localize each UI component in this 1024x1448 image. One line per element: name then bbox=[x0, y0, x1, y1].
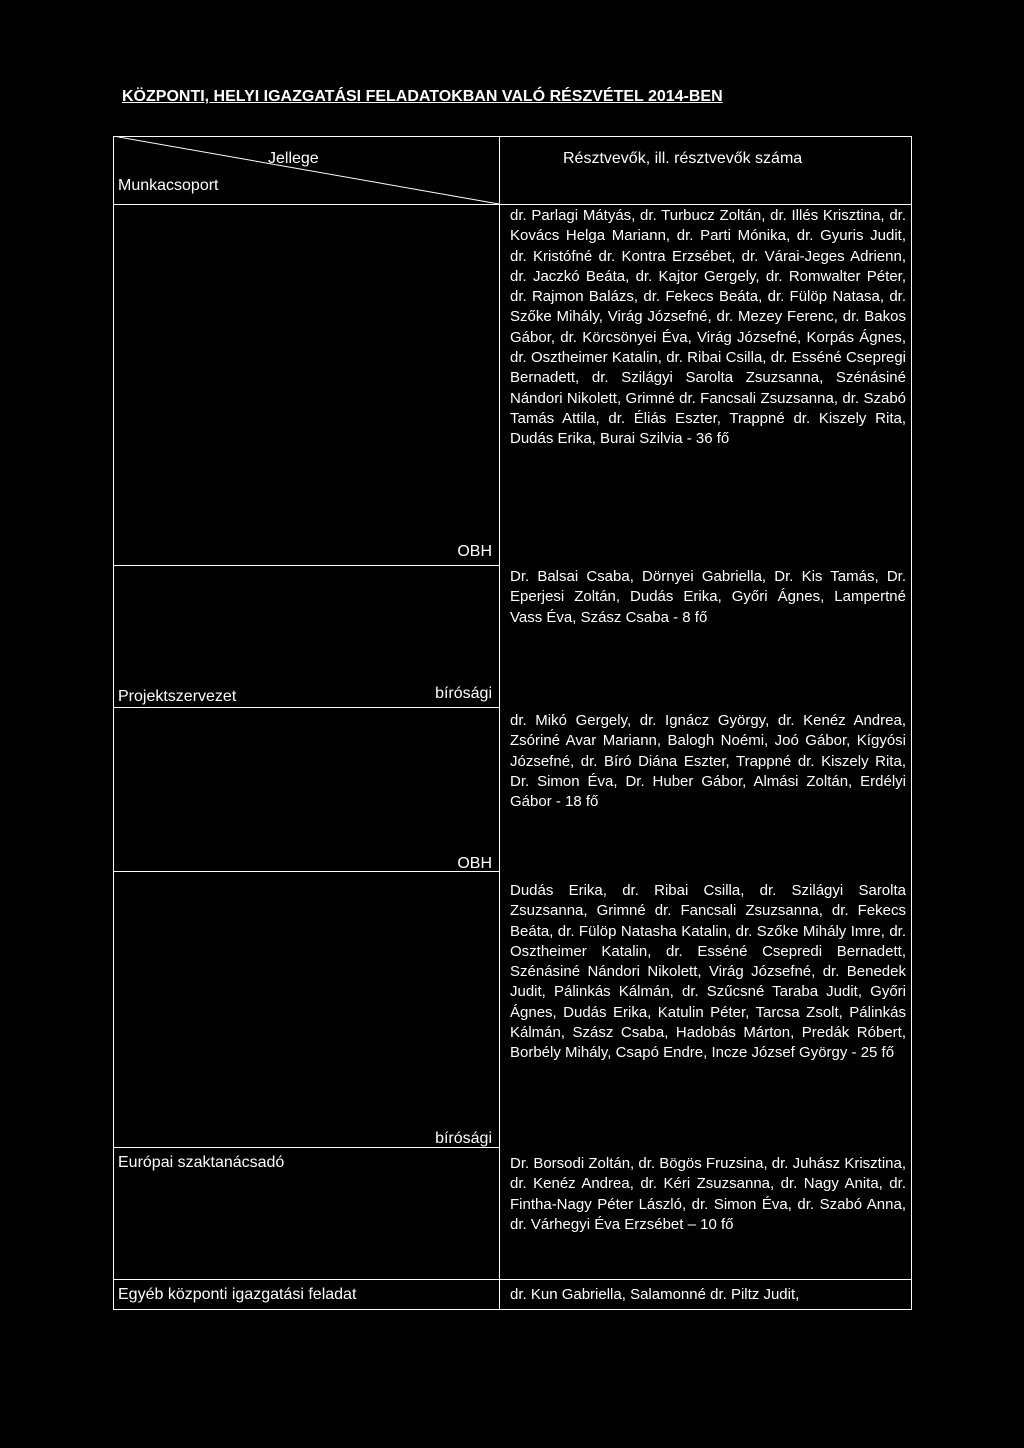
table-border-left bbox=[113, 136, 114, 1310]
type-label: OBH bbox=[457, 855, 492, 872]
participants-text: dr. Parlagi Mátyás, dr. Turbucz Zoltán, dr. Illés Krisztina, dr. Kovács Helga Mariann, dr. Parti Mónika, dr. Gyuris Judit, dr. Kristófné dr. Kontra Erzsébet, dr. Várai-Jeges Adrienn, dr. Jaczkó Beáta, dr. Kajtor Gergely, dr. Romwalter Péter, dr. Rajmon Balázs, dr. Fekecs Beáta, dr. Fülöp Natasa, dr. Szőke Mihály, Virág Józsefné, dr. Mezey Ferenc, dr. Bakos Gábor, dr. Körcsönyei Éva, Virág Józsefné, Korpás Ágnes, dr. Osztheimer Katalin, dr. Ribai Csilla, dr. Esséné Csepregi Bernadett, dr. Szilágyi Sarolta Zsuzsanna, Szénásiné Nándori Nikolett, Grimné dr. Fancsali Zsuzsanna, dr. Szabó Tamás Attila, dr. Éliás Eszter, Trappné dr. Kiszely Rita, Dudás Erika, Burai Szilvia - 36 fő bbox=[510, 207, 906, 448]
category-egyeb: Egyéb központi igazgatási feladat bbox=[118, 1286, 357, 1303]
header-resztvevok: Résztvevők, ill. résztvevők száma bbox=[563, 150, 803, 167]
column-divider bbox=[499, 136, 500, 1310]
participants-text: dr. Kun Gabriella, Salamonné dr. Piltz Judit, bbox=[510, 1286, 800, 1303]
type-label: bírósági bbox=[435, 1130, 492, 1147]
participants-text: dr. Mikó Gergely, dr. Ignácz György, dr. Kenéz Andrea, Zsóriné Avar Mariann, Balogh Noémi, Joó Gábor, Kígyósi Józsefné, dr. Bíró Diána Eszter, Trappné dr. Kiszely Rita, Dr. Simon Éva, Dr. Huber Gábor, Almási Zoltán, Erdélyi Gábor - 18 fő bbox=[510, 712, 906, 811]
header-jellege: Jellege bbox=[268, 150, 319, 167]
participants-text: Dudás Erika, dr. Ribai Csilla, dr. Szilágyi Sarolta Zsuzsanna, Grimné dr. Fancsali Zsuzsanna, dr. Fekecs Beáta, dr. Fülöp Natasha Katalin, dr. Szőke Mihály Imre, dr. Osztheimer Katalin, dr. Esséné Csepredi Bernadett, Szénásiné Nándori Nikolett, Virág Józsefné, dr. Benedek Judit, Pálinkás Kálmán, dr. Szűcsné Taraba Judit, Győri Ágnes, Dudás Erika, Katulin Péter, Tarcsa Zsolt, Pálinkás Kálmán, Szász Csaba, Hadobás Márton, Predák Róbert, Borbély Mihály, Csapó Endre, Incze József György - 25 fő bbox=[510, 882, 906, 1062]
type-label: bírósági bbox=[435, 685, 492, 702]
participants-text: Dr. Borsodi Zoltán, dr. Bögös Fruzsina, dr. Juhász Krisztina, dr. Kenéz Andrea, dr. Kéri Zsuzsanna, dr. Nagy Anita, dr. Fintha-Nagy Péter László, dr. Simon Éva, dr. Szabó Anna, dr. Várhegyi Éva Erzsébet – 10 fő bbox=[510, 1155, 907, 1233]
category-projektszervezet: Projektszervezet bbox=[118, 688, 237, 705]
participants-text: Dr. Balsai Csaba, Dörnyei Gabriella, Dr. Kis Tamás, Dr. Eperjesi Zoltán, Dudás Erika, Győri Ágnes, Lampertné Vass Éva, Szász Csaba - 8 fő bbox=[510, 568, 906, 626]
category-europai-szaktanacsado: Európai szaktanácsadó bbox=[118, 1154, 285, 1171]
table-border-right bbox=[911, 136, 912, 1310]
page-title: KÖZPONTI, HELYI IGAZGATÁSI FELADATOKBAN VALÓ RÉSZVÉTEL 2014-BEN bbox=[122, 88, 723, 105]
header-munkacsoport: Munkacsoport bbox=[118, 177, 219, 194]
row-divider bbox=[113, 565, 499, 566]
table-border-bottom bbox=[113, 1309, 912, 1310]
type-label: OBH bbox=[457, 543, 492, 560]
row-divider bbox=[113, 1279, 912, 1280]
